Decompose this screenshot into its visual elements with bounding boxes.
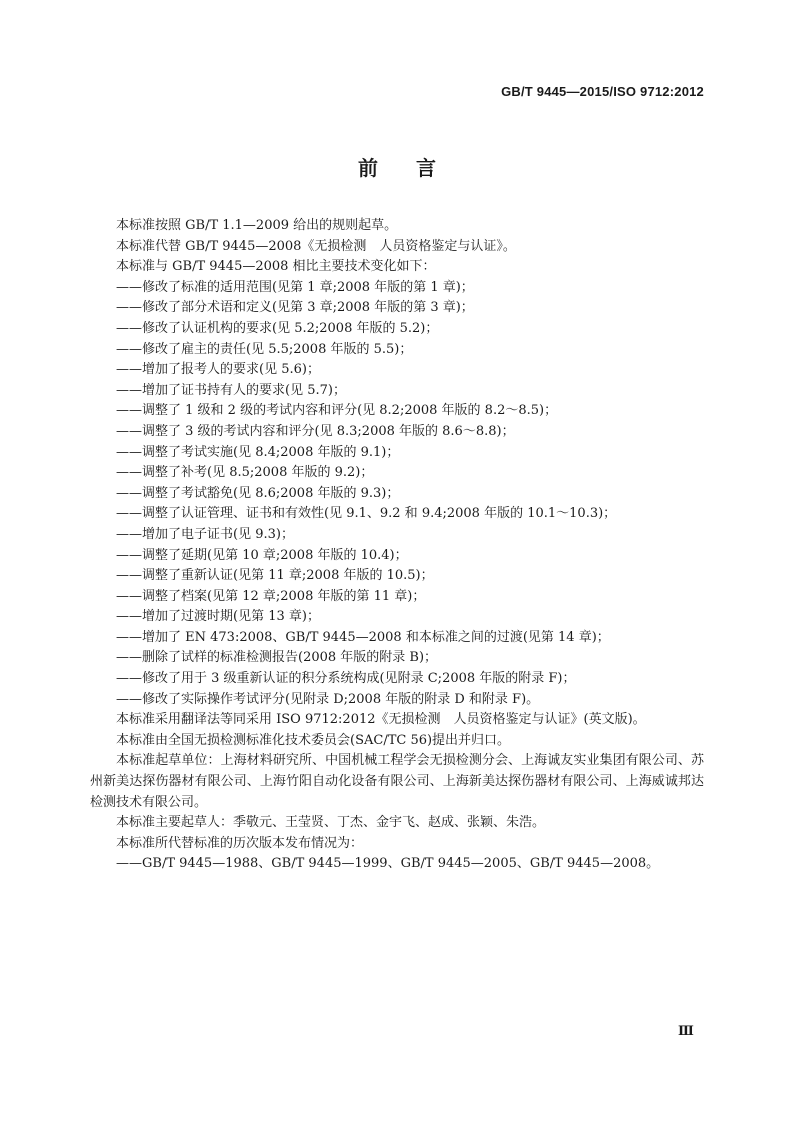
- list-item: ——增加了 EN 473:2008、GB/T 9445—2008 和本标准之间的过渡(见第 14 章)；: [116, 629, 610, 645]
- list-item: ——调整了考试豁免(见 8.6;2008 年版的 9.3)；: [116, 485, 400, 501]
- paragraph-drafting-units: 本标准起草单位：上海材料研究所、中国机械工程学会无损检测分会、上海诚友实业集团有限公司、苏州新美达探伤器材有限公司、上海竹阳自动化设备有限公司、上海新美达探伤器材有限公司、上海威诚邦达检测技术有限公司。: [90, 753, 704, 810]
- list-item: ——调整了延期(见第 10 章;2008 年版的 10.4)；: [116, 547, 408, 563]
- list-item: ——修改了用于 3 级重新认证的积分系统构成(见附录 C;2008 年版的附录 F)；: [116, 671, 576, 687]
- list-item: ——调整了 3 级的考试内容和评分(见 8.3;2008 年版的 8.6～8.8)；: [116, 423, 515, 439]
- editions-list: [90, 854, 704, 875]
- list-item: ——增加了报考人的要求(见 5.6)；: [116, 362, 320, 378]
- paragraph-drafting-rules: 本标准按照 GB/T 1.1—2009 给出的规则起草。: [116, 218, 398, 233]
- list-item: ——GB/T 9445—1988、GB/T 9445—1999、GB/T 9445—2005、GB/T 9445—2008。: [116, 856, 660, 872]
- list-item: ——调整了重新认证(见第 11 章;2008 年版的 10.5)；: [116, 568, 434, 584]
- page-number: Ⅲ: [678, 1024, 694, 1039]
- changes-list: [90, 278, 704, 710]
- list-item: ——删除了试样的标准检测报告(2008 年版的附录 B)；: [116, 650, 438, 666]
- list-item: ——增加了电子证书(见 9.3)；: [116, 526, 294, 542]
- list-item: ——调整了档案(见第 12 章;2008 年版的第 11 章)；: [116, 588, 426, 604]
- paragraph-replaces: 本标准代替 GB/T 9445—2008《无损检测 人员资格鉴定与认证》。: [116, 238, 516, 254]
- foreword-body: [90, 216, 704, 875]
- list-item: ——增加了过渡时期(见第 13 章)；: [116, 609, 320, 625]
- paragraph-proposer: 本标准由全国无损检测标准化技术委员会(SAC/TC 56)提出并归口。: [116, 732, 511, 748]
- paragraph-adoption: 本标准采用翻译法等同采用 ISO 9712:2012《无损检测 人员资格鉴定与认证》(英文版)。: [116, 712, 646, 728]
- standard-code: GB/T 9445—2015/ISO 9712:2012: [501, 84, 704, 99]
- list-item: ——修改了雇主的责任(见 5.5;2008 年版的 5.5)；: [116, 341, 413, 357]
- list-item: ——修改了部分术语和定义(见第 3 章;2008 年版的第 3 章)；: [116, 300, 474, 316]
- list-item: ——调整了认证管理、证书和有效性(见 9.1、9.2 和 9.4;2008 年版的 10.1～10.3)；: [116, 506, 617, 522]
- list-item: ——增加了证书持有人的要求(见 5.7)；: [116, 382, 346, 398]
- list-item: ——调整了补考(见 8.5;2008 年版的 9.2)；: [116, 465, 374, 481]
- paragraph-history-intro: 本标准所代替标准的历次版本发布情况为：: [116, 835, 364, 851]
- paragraph-changes-intro: 本标准与 GB/T 9445—2008 相比主要技术变化如下：: [116, 259, 436, 275]
- paragraph-drafters: 本标准主要起草人：季敬元、王莹贤、丁杰、金宇飞、赵成、张颖、朱浩。: [116, 815, 546, 831]
- page-title: 前言: [358, 156, 474, 180]
- list-item: ——修改了实际操作考试评分(见附录 D;2008 年版的附录 D 和附录 F)。: [116, 691, 540, 707]
- list-item: ——调整了 1 级和 2 级的考试内容和评分(见 8.2;2008 年版的 8.2～8.5)；: [116, 403, 558, 419]
- list-item: ——调整了考试实施(见 8.4;2008 年版的 9.1)；: [116, 444, 400, 460]
- list-item: ——修改了认证机构的要求(见 5.2;2008 年版的 5.2)；: [116, 320, 439, 336]
- list-item: ——修改了标准的适用范围(见第 1 章;2008 年版的第 1 章)；: [116, 279, 474, 295]
